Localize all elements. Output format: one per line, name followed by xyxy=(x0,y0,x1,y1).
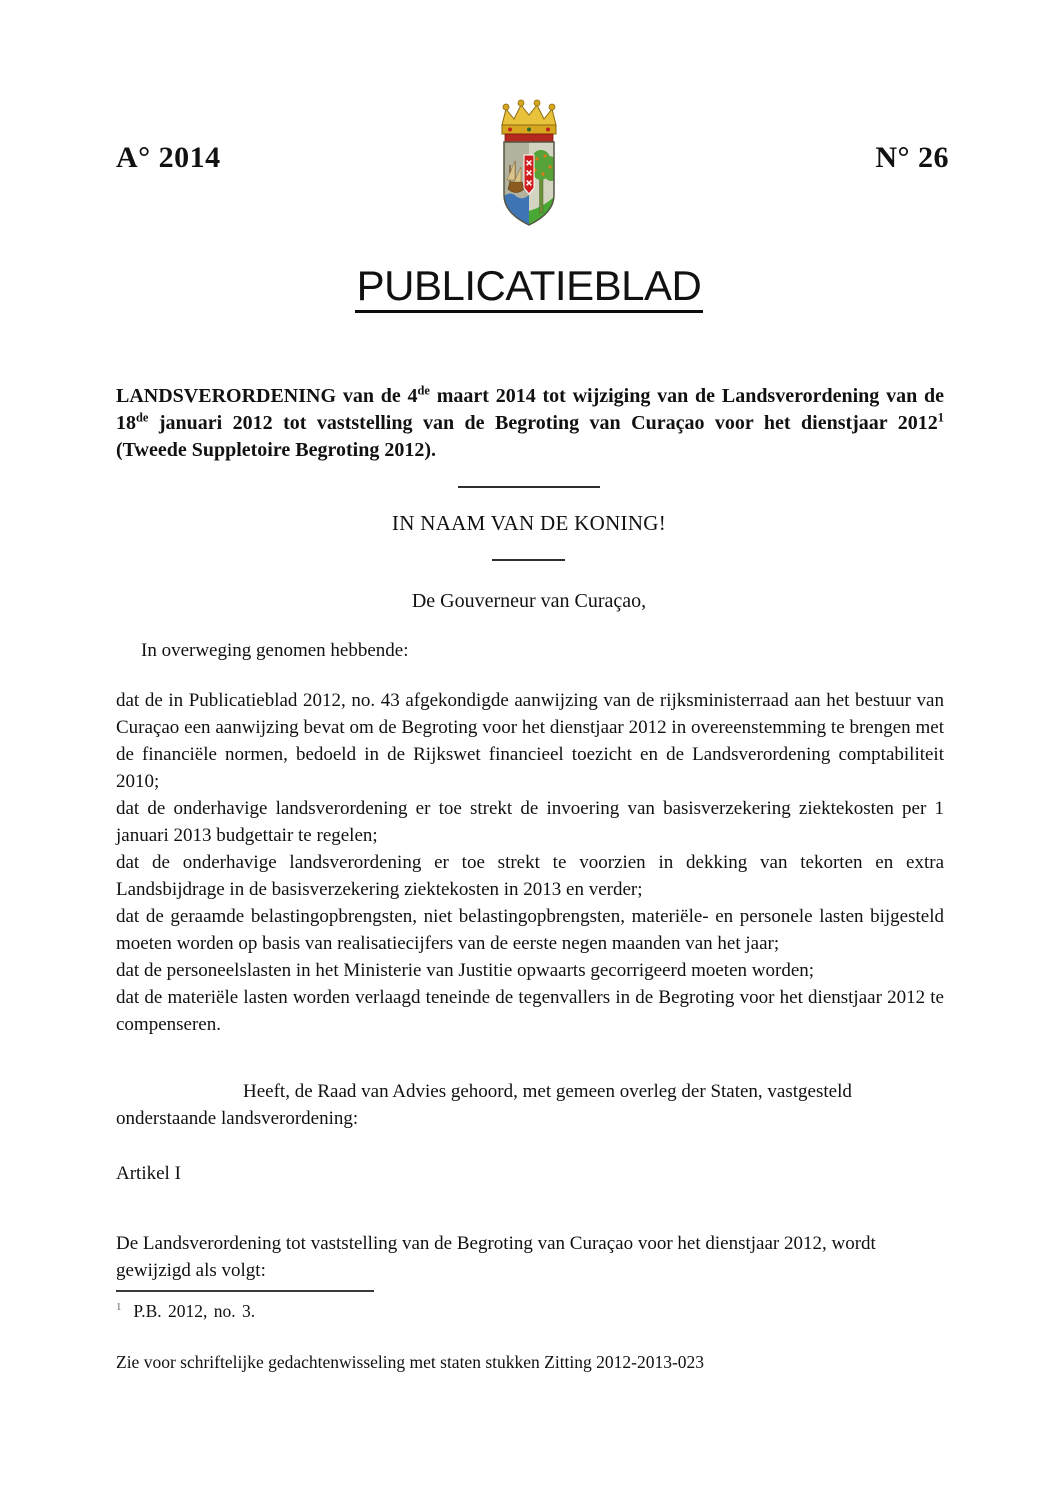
considerations-block xyxy=(116,687,944,1038)
footnote-rule xyxy=(116,1290,374,1292)
footnote-text: P.B. 2012, no. 3. xyxy=(133,1301,256,1321)
superscript-de: de xyxy=(417,383,430,398)
footnote xyxy=(116,1301,255,1322)
article-heading: Artikel I xyxy=(116,1163,181,1184)
article-body: De Landsverordening tot vaststelling van de Begroting van Curaçao voor het dienstjaar 2012, wordt gewijzigd als volgt: xyxy=(116,1233,876,1281)
considering-intro-line: In overweging genomen hebbende: xyxy=(141,640,409,661)
separator-rule xyxy=(458,486,600,488)
consideration-item: dat de materiële lasten worden verlaagd teneinde de tegenvallers in de Begroting voor het dienstjaar 2012 te compenseren. xyxy=(116,987,944,1035)
consideration-item: dat de personeelslasten in het Ministerie van Justitie opwaarts gecorrigeerd moeten worden; xyxy=(116,960,815,981)
year-label: A° 2014 xyxy=(116,141,221,174)
superscript-de: de xyxy=(136,410,149,425)
in-name-of-king-line: IN NAAM VAN DE KONING! xyxy=(391,511,667,535)
issue-number-label: N° 26 xyxy=(875,141,949,174)
governor-line: De Gouverneur van Curaçao, xyxy=(411,590,647,612)
consideration-item: dat de geraamde belastingopbrengsten, niet belastingopbrengsten, materiële- en personele lasten bijgesteld moeten worden op basis van realisatiecijfers van de eerste negen maanden van het jaar; xyxy=(116,906,944,954)
footnote-reference: 1 xyxy=(937,410,944,425)
separator-rule-small xyxy=(492,559,565,561)
consideration-item: dat de onderhavige landsverordening er toe strekt de invoering van basisverzekering ziektekosten per 1 januari 2013 budgettair te regelen; xyxy=(116,798,944,846)
enactment-paragraph: Heeft, de Raad van Advies gehoord, met gemeen overleg der Staten, vastgesteld onderstaande landsverordening: xyxy=(116,1081,852,1129)
session-note: Zie voor schriftelijke gedachtenwisseling met staten stukken Zitting 2012-2013-023 xyxy=(116,1352,705,1372)
consideration-item: dat de onderhavige landsverordening er toe strekt te voorzien in dekking van tekorten en extra Landsbijdrage in de basisverzekering ziektekosten in 2013 en verder; xyxy=(116,852,944,900)
page-title: PUBLICATIEBLAD xyxy=(0,265,1058,313)
curacao-coat-of-arms-icon xyxy=(488,97,570,231)
consideration-item: dat de in Publicatieblad 2012, no. 43 afgekondigde aanwijzing van de rijksministerraad aan het bestuur van Curaçao een aanwijzing bevat om de Begroting voor het dienstjaar 2012 in overeenstemming te brengen met de financiële normen, bedoeld in de Rijkswet financieel toezicht en de Landsverordening comptabiliteit 2010; xyxy=(116,690,944,792)
footnote-marker: 1 xyxy=(116,1301,122,1314)
intro-paragraph: LANDSVERORDENING van de 4de maart 2014 tot wijziging van de Landsverordening van de 18de januari 2012 tot vaststelling van de Begroting van Curaçao voor het dienstjaar 2012$^1$ (Tweede Suppletoire Begroting 2012). xyxy=(116,383,944,461)
